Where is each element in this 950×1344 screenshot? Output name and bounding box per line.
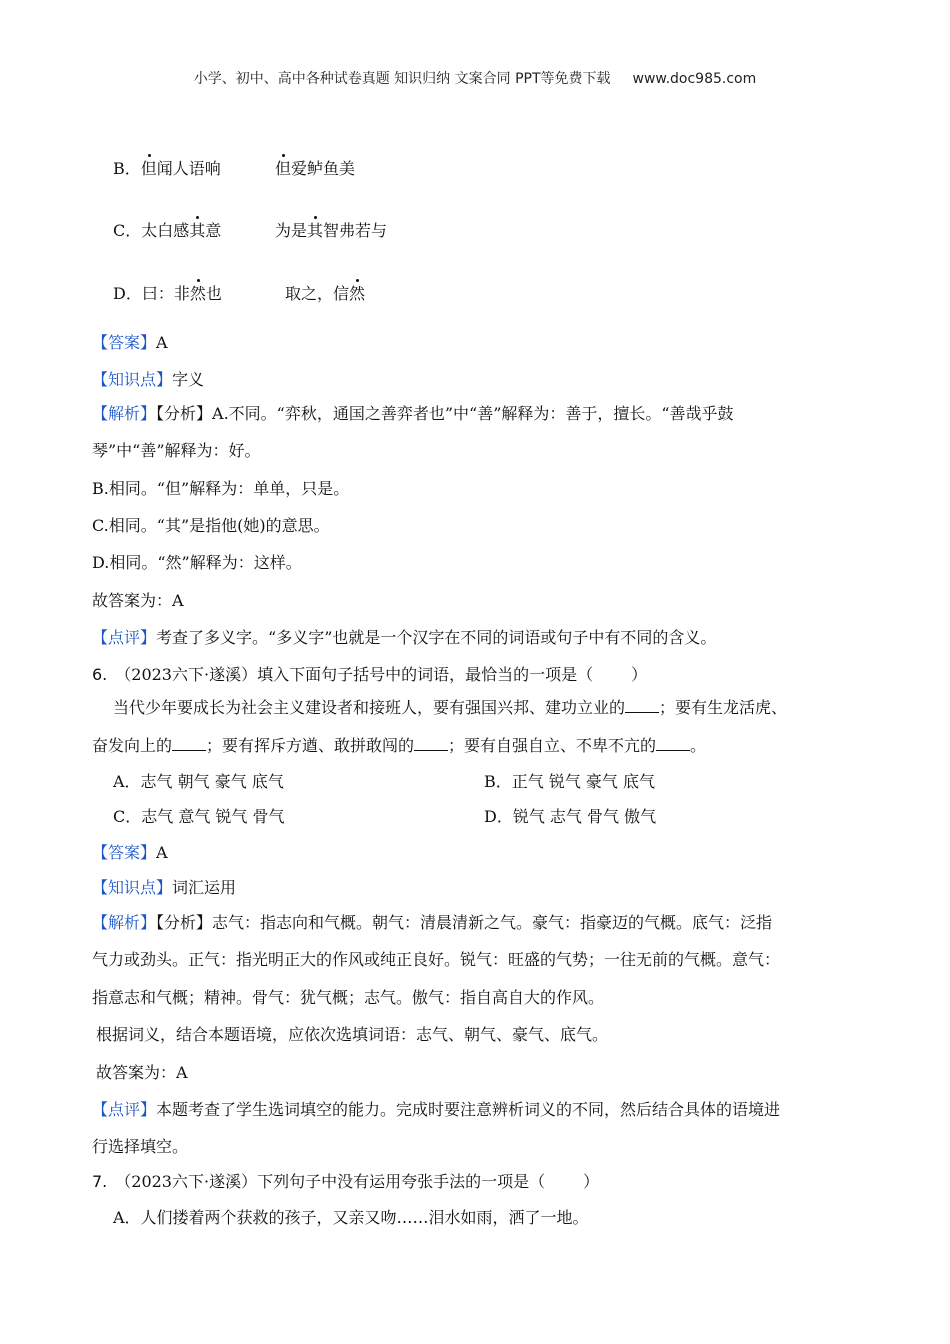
q6-option-a: A．志气 朝气 豪气 底气 — [113, 772, 284, 791]
q6-comment: 行选择填空。 — [92, 1137, 189, 1156]
q6-option-c: C．志气 意气 锐气 骨气 — [113, 807, 285, 826]
q6-analysis-line: 指意志和气概；精神。骨气：犹气概；志气。傲气：指自高自大的作风。 — [92, 988, 605, 1007]
q6-option-d: D．锐气 志气 骨气 傲气 — [484, 807, 657, 826]
q5-option-c: C．太白感其意 为是其智弗若与 — [113, 221, 388, 240]
blank-line — [414, 736, 448, 751]
q5-analysis-line: B.相同。“但”解释为：单单，只是。 — [92, 479, 350, 498]
q6-knowledge-point: 【知识点】词汇运用 — [92, 878, 237, 897]
q7-stem: 7. （2023六下·遂溪）下列句子中没有运用夸张手法的一项是（ ） — [92, 1172, 600, 1191]
q5-answer: 【答案】A — [92, 333, 168, 352]
q5-analysis-line: D.相同。“然”解释为：这样。 — [92, 553, 302, 572]
q6-passage-line: 当代少年要成长为社会主义建设者和接班人，要有强国兴邦、建功立业的 ；要有生龙活虎、 — [113, 698, 788, 717]
q6-analysis-line: 根据词义，结合本题语境，应依次选填词语：志气、朝气、豪气、底气。 — [96, 1025, 609, 1044]
q5-analysis-line: C.相同。“其”是指他(她)的意思。 — [92, 516, 330, 535]
q5-comment: 【点评】考查了多义字。“多义字”也就是一个汉字在不同的词语或句子中有不同的含义。 — [92, 628, 717, 647]
header-site: www.doc985.com — [632, 71, 757, 87]
q6-conclusion: 故答案为：A — [96, 1063, 188, 1082]
emphasis-dot-char: 其 — [189, 221, 206, 240]
header-text: 小学、初中、高中各种试卷真题 知识归纳 文案合同 PPT等免费下载 — [193, 71, 611, 87]
blank-line — [172, 736, 206, 751]
q7-option-a: A．人们搂着两个获救的孩子，又亲又吻……泪水如雨，洒了一地。 — [113, 1208, 589, 1227]
q5-knowledge-point: 【知识点】字义 — [92, 370, 205, 389]
q6-passage-line: 奋发向上的 ；要有挥斥方遒、敢拼敢闯的 ；要有自强自立、不卑不亢的 。 — [92, 736, 707, 755]
q6-stem: 6. （2023六下·遂溪）填入下面句子括号中的词语，最恰当的一项是（ ） — [92, 665, 648, 684]
q6-analysis-line: 气力或劲头。正气：指光明正大的作风或纯正良好。锐气：旺盛的气势；一往无前的气概。意气： — [92, 950, 781, 969]
emphasis-dot-char: 但 — [140, 159, 157, 178]
page-header — [0, 68, 950, 88]
q6-comment: 【点评】本题考查了学生选词填空的能力。完成时要注意辨析词义的不同，然后结合具体的语境进 — [92, 1100, 781, 1119]
emphasis-dot-char: 但 — [275, 159, 292, 178]
blank-line — [625, 698, 659, 713]
q5-analysis-line: 【解析】【分析】A.不同。“弈秋，通国之善弈者也”中“善”解释为：善于，擅长。“善哉乎鼓 — [92, 404, 734, 423]
emphasis-dot-char: 其 — [307, 221, 324, 240]
q5-option-d: D．曰：非然也 取之，信然 — [113, 284, 366, 303]
q6-option-b: B．正气 锐气 豪气 底气 — [484, 772, 656, 791]
blank-line — [656, 736, 690, 751]
emphasis-dot-char: 然 — [189, 284, 206, 303]
q6-answer: 【答案】A — [92, 843, 168, 862]
q5-option-b: B．但闻人语响 但爱鲈鱼美 — [113, 159, 356, 178]
q5-conclusion: 故答案为：A — [92, 591, 184, 610]
q6-analysis-line: 【解析】【分析】志气：指志向和气概。朝气：清晨清新之气。豪气：指豪迈的气概。底气：泛指 — [92, 913, 773, 932]
emphasis-dot-char: 然 — [349, 284, 366, 303]
q5-analysis-line: 琴”中“善”解释为：好。 — [92, 441, 261, 460]
